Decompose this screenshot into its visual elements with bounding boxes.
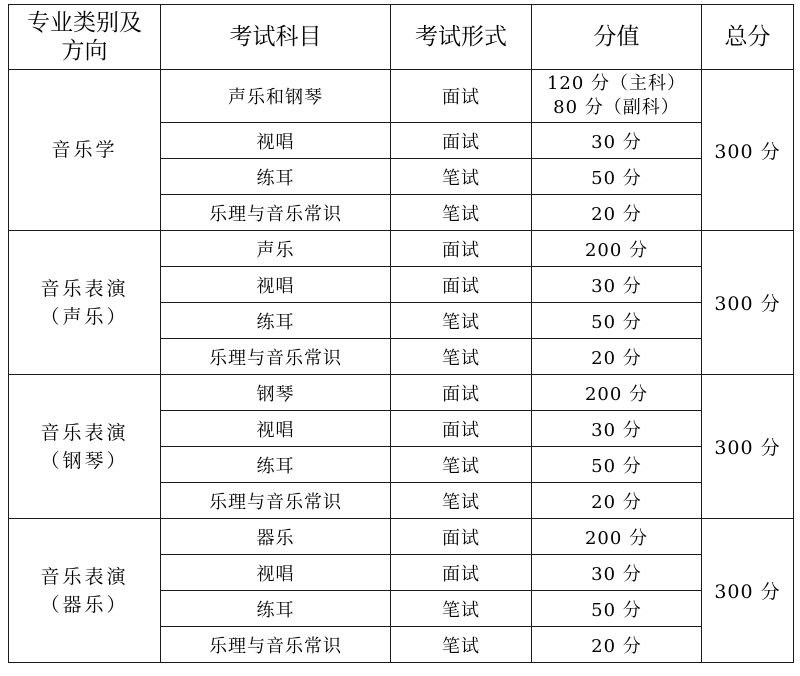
total-cell: 300 分 [702, 519, 794, 663]
major-cell [9, 375, 161, 519]
format-cell: 笔试 [391, 447, 532, 483]
total-cell: 300 分 [702, 375, 794, 519]
major-cell [9, 519, 161, 663]
score-cell [532, 375, 702, 411]
score-value: 50 分 [591, 599, 642, 621]
score-value: 20 分 [591, 203, 642, 225]
subject-cell: 声乐和钢琴 [161, 70, 391, 123]
major-label: 音乐表演 [40, 421, 129, 444]
subject-cell: 乐理与音乐常识 [161, 339, 391, 375]
header-score: 分值 [532, 5, 702, 70]
score-value: 200 分 [584, 383, 649, 405]
score-cell [532, 303, 702, 339]
score-value: 30 分 [591, 419, 642, 441]
score-value: 30 分 [591, 131, 642, 153]
subject-cell: 乐理与音乐常识 [161, 195, 391, 231]
subject-cell: 器乐 [161, 519, 391, 555]
score-cell [532, 159, 702, 195]
subject-cell: 练耳 [161, 447, 391, 483]
subject-cell: 视唱 [161, 411, 391, 447]
score-value: 30 分 [591, 275, 642, 297]
major-label: （钢琴） [40, 449, 129, 472]
header-row [9, 5, 794, 70]
score-cell [532, 231, 702, 267]
total-cell: 300 分 [702, 70, 794, 231]
format-cell: 笔试 [391, 339, 532, 375]
format-cell: 面试 [391, 375, 532, 411]
major-label: 音乐表演 [40, 565, 129, 588]
subject-cell: 乐理与音乐常识 [161, 627, 391, 663]
subject-cell: 声乐 [161, 231, 391, 267]
subject-cell: 练耳 [161, 303, 391, 339]
score-value: 50 分 [591, 311, 642, 333]
subject-cell: 乐理与音乐常识 [161, 483, 391, 519]
major-cell [9, 70, 161, 231]
score-cell [532, 447, 702, 483]
score-value: 200 分 [584, 527, 649, 549]
major-label: （声乐） [40, 305, 129, 328]
header-major [9, 5, 161, 70]
format-cell: 笔试 [391, 627, 532, 663]
score-cell [532, 483, 702, 519]
table-row [9, 375, 794, 411]
format-cell: 笔试 [391, 483, 532, 519]
format-cell: 笔试 [391, 195, 532, 231]
score-cell [532, 267, 702, 303]
header-format: 考试形式 [391, 5, 532, 70]
table-row [9, 70, 794, 123]
table-body [9, 70, 794, 663]
table-row [9, 519, 794, 555]
score-value: 80 分（副科） [553, 97, 680, 118]
format-cell: 面试 [391, 519, 532, 555]
subject-cell: 钢琴 [161, 375, 391, 411]
format-cell: 面试 [391, 70, 532, 123]
score-cell [532, 411, 702, 447]
score-value: 120 分（主科） [546, 73, 687, 94]
format-cell: 面试 [391, 411, 532, 447]
major-label: 音乐表演 [40, 277, 129, 300]
score-value: 20 分 [591, 347, 642, 369]
format-cell: 笔试 [391, 303, 532, 339]
score-value: 50 分 [591, 455, 642, 477]
major-label: 音乐学 [51, 139, 118, 161]
score-value: 30 分 [591, 563, 642, 585]
score-cell [532, 70, 702, 123]
major-cell [9, 231, 161, 375]
exam-table [8, 4, 794, 663]
format-cell: 面试 [391, 231, 532, 267]
major-label: （器乐） [40, 593, 129, 616]
subject-cell: 视唱 [161, 267, 391, 303]
subject-cell: 视唱 [161, 123, 391, 159]
score-cell [532, 519, 702, 555]
subject-cell: 练耳 [161, 159, 391, 195]
subject-cell: 视唱 [161, 555, 391, 591]
header-total: 总分 [702, 5, 794, 70]
format-cell: 面试 [391, 267, 532, 303]
table-row [9, 231, 794, 267]
format-cell: 笔试 [391, 159, 532, 195]
score-value: 200 分 [584, 239, 649, 261]
score-value: 20 分 [591, 635, 642, 657]
score-cell [532, 195, 702, 231]
score-value: 20 分 [591, 491, 642, 513]
score-cell [532, 339, 702, 375]
score-cell [532, 123, 702, 159]
score-cell [532, 555, 702, 591]
score-value: 50 分 [591, 167, 642, 189]
total-cell: 300 分 [702, 231, 794, 375]
format-cell: 面试 [391, 123, 532, 159]
header-major-line: 专业类别及 [27, 10, 142, 36]
header-subject: 考试科目 [161, 5, 391, 70]
score-cell [532, 627, 702, 663]
format-cell: 笔试 [391, 591, 532, 627]
header-major-line: 方向 [61, 38, 108, 64]
format-cell: 面试 [391, 555, 532, 591]
subject-cell: 练耳 [161, 591, 391, 627]
score-cell [532, 591, 702, 627]
